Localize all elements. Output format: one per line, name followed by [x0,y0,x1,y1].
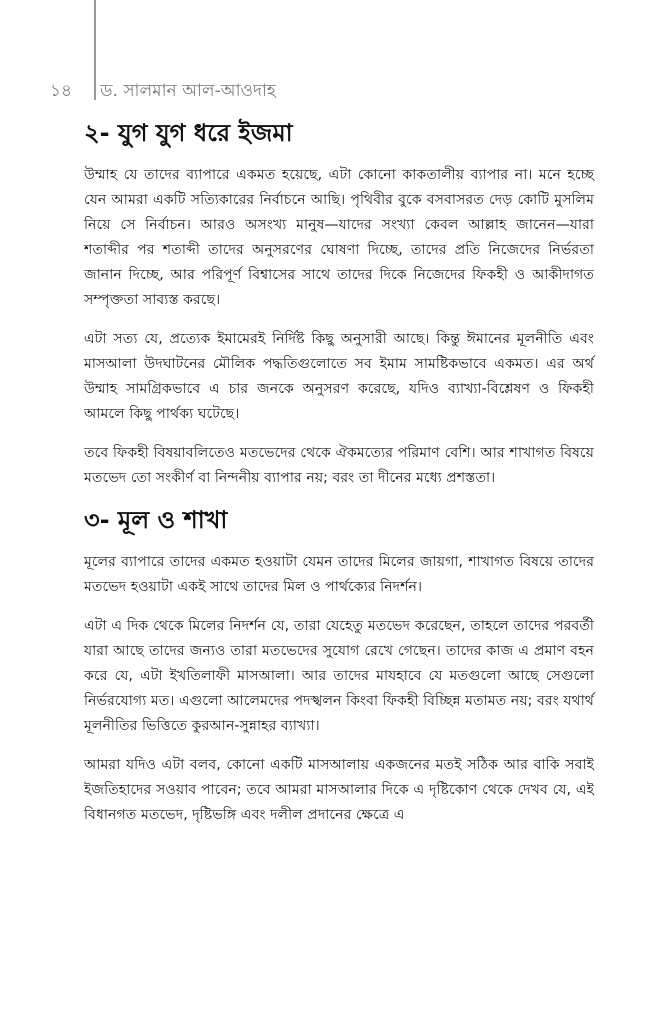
paragraph: উম্মাহ যে তাদের ব্যাপারে একমত হয়েছে, এটা কোনো কাকতালীয় ব্যাপার না। মনে হচ্ছে যেন আমরা একটি সত্যিকারের নির্বাচনে আছি। পৃথিবীর বুকে বসবাসরত দেড় কোটি মুসলিম নিয়ে সে নির্বাচন। আরও অসংখ্য মানুষ—যাদের সংখ্যা কেবল আল্লাহ জানেন—যারা শতাব্দীর পর শতাব্দী তাদের অনুসরণের ঘোষণা দিচ্ছে, তাদের প্রতি নিজেদের নির্ভরতা জানান দিচ্ছে, আর পরিপূর্ণ বিশ্বাসের সাথে তাদের দিকে নিজেদের ফিকহী ও আকীদাগত সম্পৃক্ততা সাব্যস্ত করছে। [84,167,594,309]
book-title: ড. সালমান আল-আওদাহ [100,81,276,101]
page-number: ১৪ [50,81,73,101]
section-heading: ২- যুগ যুগ ধরে ইজমা [84,119,293,147]
section-roots-branches [84,505,594,828]
page-body [84,118,594,842]
paragraph: এটা সত্য যে, প্রত্যেক ইমামেরই নির্দিষ্ট কিছু অনুসারী আছে। কিন্তু ঈমানের মূলনীতি এবং মাসআলা উদঘাটনের মৌলিক পদ্ধতিগুলোতে সব ইমাম সামষ্টিকভাবে একমত। এর অর্থ উম্মাহ সামগ্রিকভাবে এ চার জনকে অনুসরণ করেছে, যদিও ব্যাখ্যা-বিশ্লেষণ ও ফিকহী আমলে কিছু পার্থক্য ঘটেছে। [84,331,594,423]
section-heading: ৩- মূল ও শাখা [84,506,228,535]
paragraph: তবে ফিকহী বিষয়াবলিতেও মতভেদের থেকে ঐকমত্যের পরিমাণ বেশি। আর শাখাগত বিষয়ে মতভেদ তো সংকীর্ণ বা নিন্দনীয় ব্যাপার নয়; বরং তা দীনের মধ্যে প্রশস্ততা। [84,445,594,487]
running-header [50,78,623,106]
paragraph: এটা এ দিক থেকে মিলের নিদর্শন যে, তারা যেহেতু মতভেদ করেছেন, তাহলে তাদের পরবর্তী যারা আছে তাদের জন্যও তারা মতভেদের সুযোগ রেখে গেছেন। তাদের কাজ এ প্রমাণ বহন করে যে, এটা ইখতিলাফী মাসআলা। আর তাদের মাযহাবে যে মতগুলো আছে সেগুলো নির্ভরযোগ্য মত। এগুলো আলেমদের পদস্খলন কিংবা ফিকহী বিচ্ছিন্ন মতামত নয়; বরং যথার্থ মূলনীতির ভিত্তিতে কুরআন-সুন্নাহর ব্যাখ্যা। [84,618,594,735]
paragraph: আমরা যদিও এটা বলব, কোনো একটি মাসআলায় একজনের মতই সঠিক আর বাকি সবাই ইজতিহাদের সওয়াব পাবেন; তবে আমরা মাসআলার দিকে এ দৃষ্টিকোণ থেকে দেখব যে, এই বিধানগত মতভেদ, দৃষ্টিভঙ্গি এবং দলীল প্রদানের ক্ষেত্রে এ [84,757,594,824]
section-ijma [84,118,594,491]
paragraph: মূলের ব্যাপারে তাদের একমত হওয়াটা যেমন তাদের মিলের জায়গা, শাখাগত বিষয়ে তাদের মতভেদ হওয়াটা একই সাথে তাদের মিল ও পার্থক্যের নিদর্শন। [84,554,594,596]
